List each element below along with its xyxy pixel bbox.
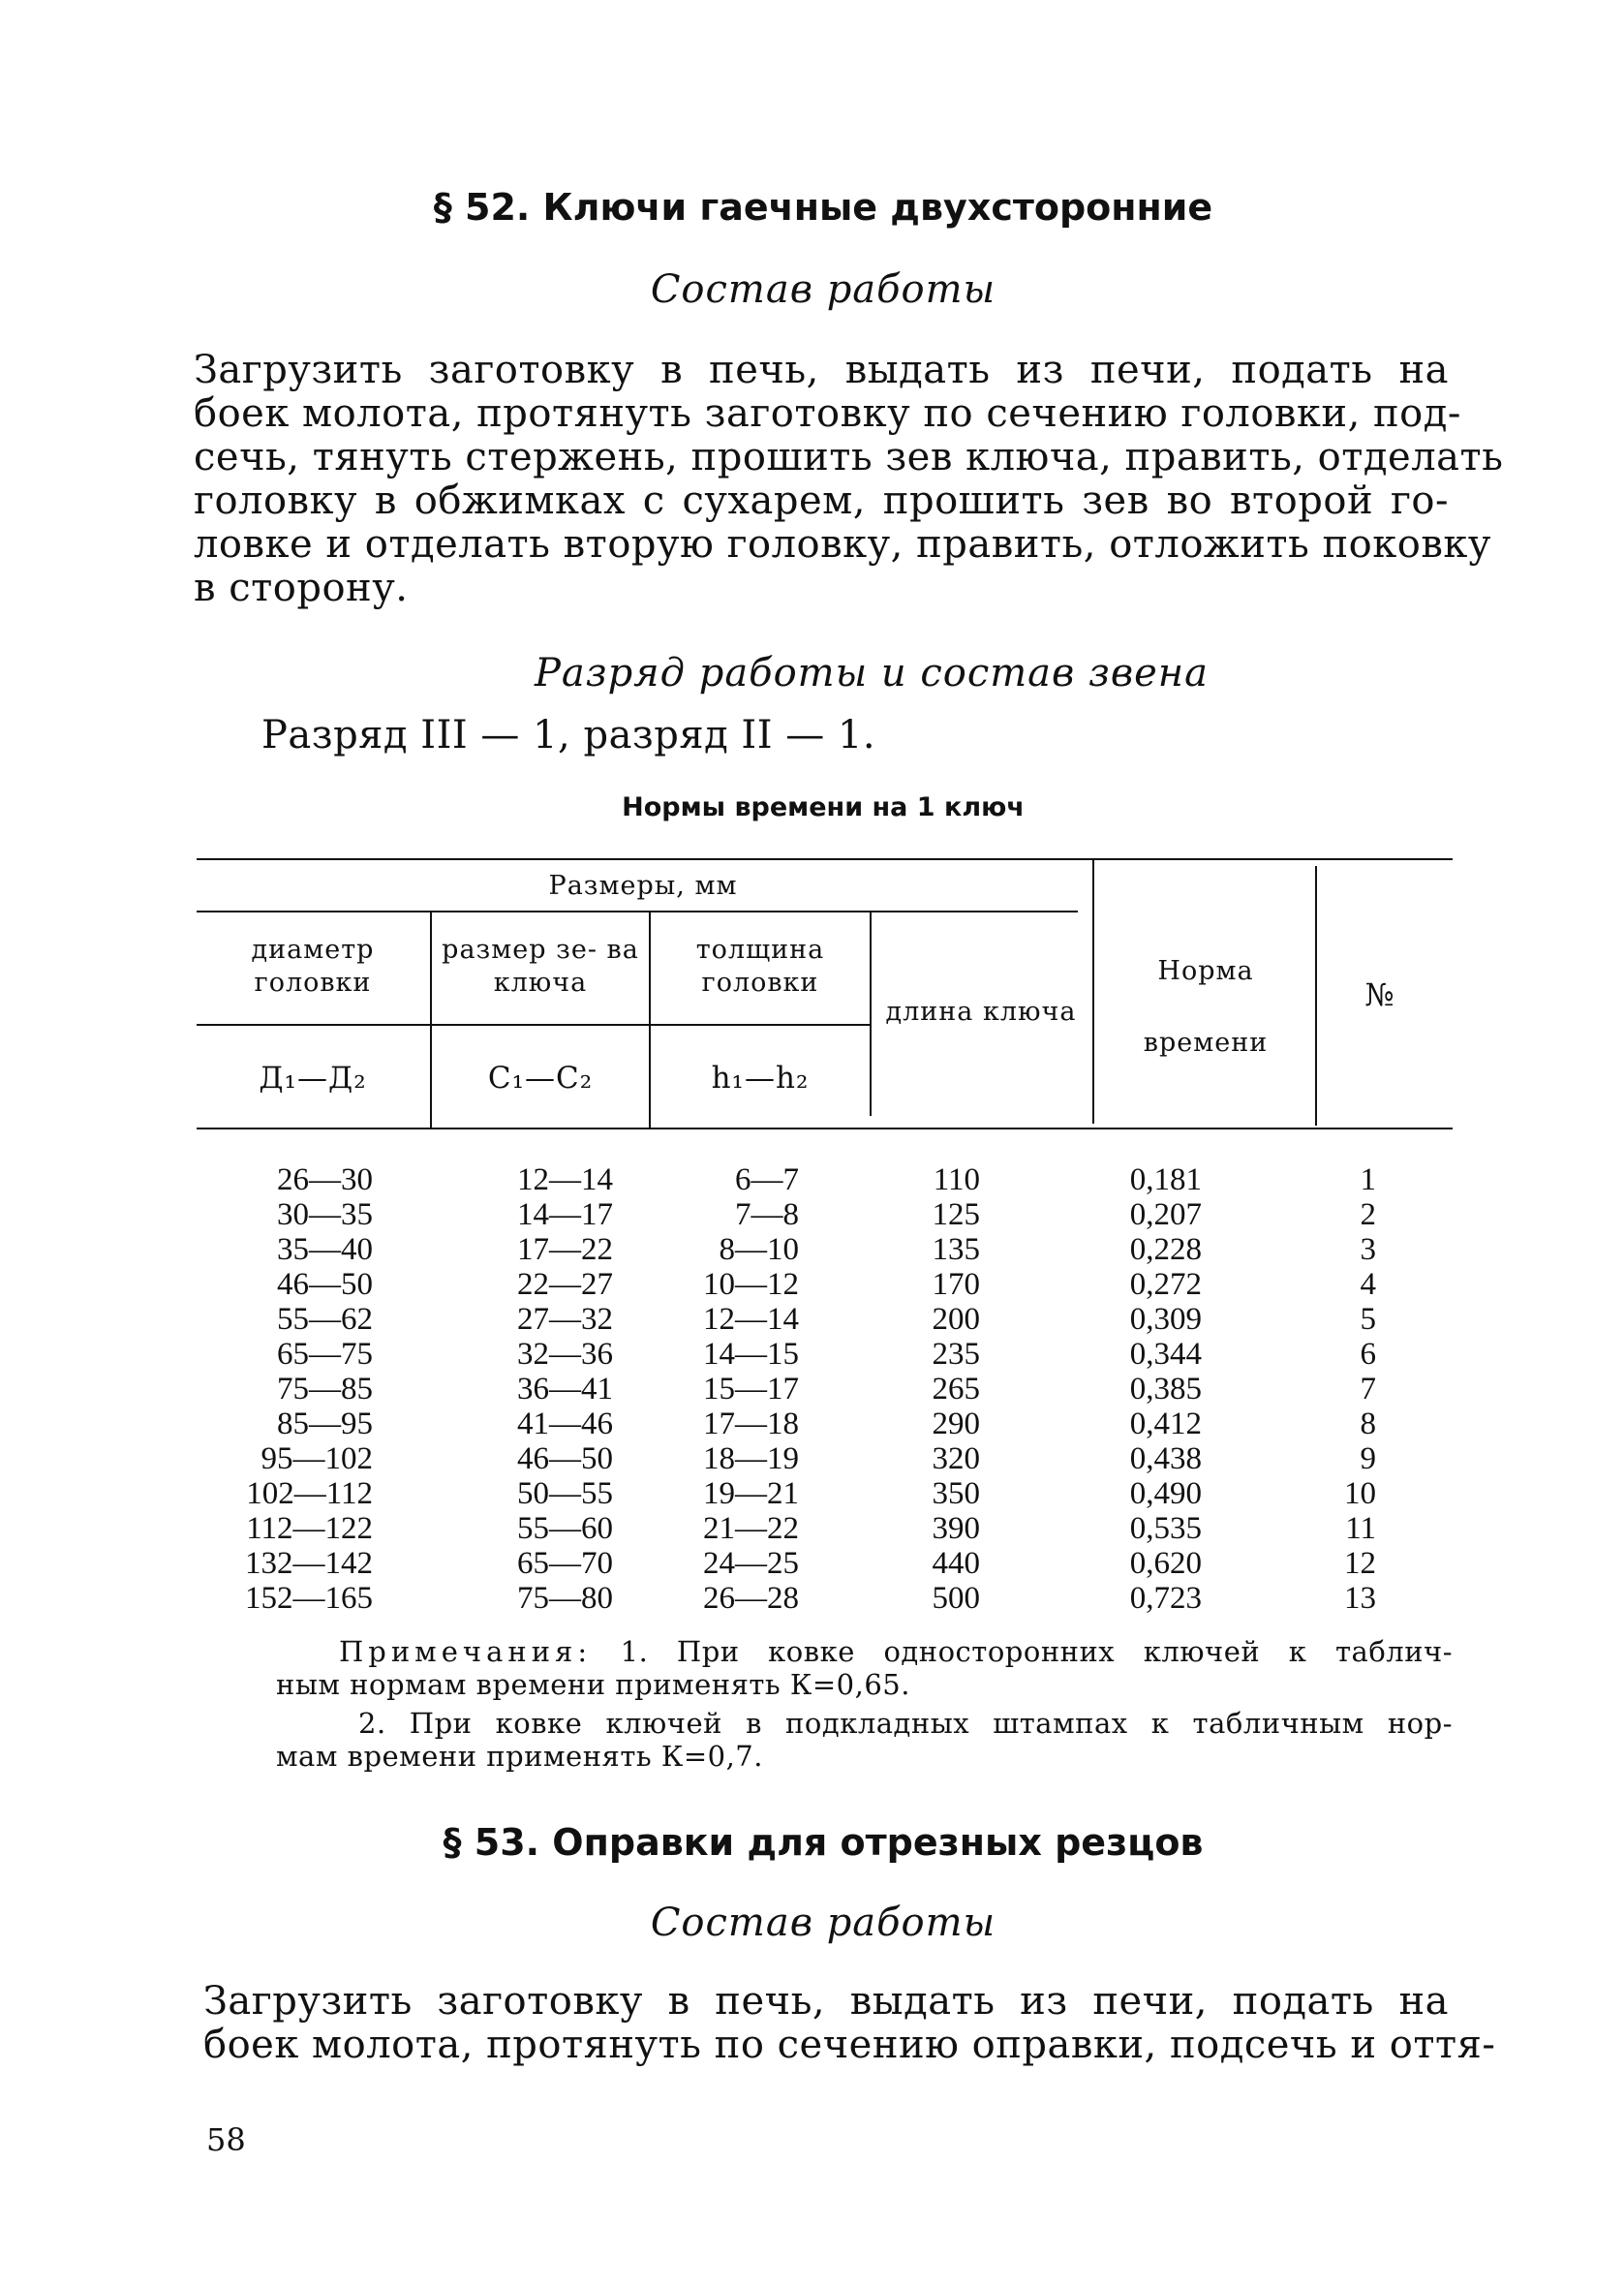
- cell-jaw: 12—14: [517, 1161, 613, 1197]
- table-row: [194, 1162, 1453, 1197]
- cell-number: 6: [1360, 1336, 1376, 1372]
- cell-norm: 0,309: [1129, 1301, 1202, 1337]
- symbol-diameter: Д₁—Д₂: [259, 1061, 367, 1096]
- col-header-norm: Норма времени: [1143, 956, 1269, 1058]
- section-52-work-text: [194, 348, 1504, 610]
- cell-length: 290: [932, 1406, 980, 1441]
- col-header-length: длина ключа: [885, 997, 1077, 1027]
- note-1-text: 1. При ковке односторонних ключей к таблич-: [592, 1635, 1453, 1668]
- grade-text: Разряд III — 1, разряд II — 1.: [261, 713, 876, 758]
- cell-thickness: 15—17: [703, 1371, 799, 1407]
- cell-length: 110: [933, 1161, 980, 1197]
- cell-jaw: 75—80: [517, 1580, 613, 1616]
- cell-norm: 0,344: [1129, 1336, 1202, 1372]
- text-line: боек молота, протянуть по сечению оправки, подсечь и оття-: [203, 2023, 1496, 2067]
- cell-norm: 0,181: [1129, 1161, 1202, 1197]
- cell-diameter: 85—95: [277, 1406, 373, 1441]
- cell-number: 5: [1360, 1301, 1376, 1337]
- table-row: [194, 1546, 1453, 1581]
- section-53-work-text: [203, 1979, 1496, 2067]
- cell-number: 12: [1344, 1545, 1376, 1581]
- note-2-cont: [276, 1740, 1453, 1773]
- note-1-line-2: ным нормам времени применять К=0,65.: [276, 1668, 910, 1701]
- cell-diameter: 75—85: [277, 1371, 373, 1407]
- cell-number: 4: [1360, 1266, 1376, 1302]
- text-line: сечь, тянуть стержень, прошить зев ключа, править, отделать: [194, 435, 1504, 479]
- table-rule: [1315, 866, 1317, 1126]
- table-row: [194, 1197, 1453, 1232]
- cell-length: 135: [932, 1231, 980, 1267]
- cell-length: 170: [932, 1266, 980, 1302]
- table-header-bottom-rule: [197, 1128, 1453, 1129]
- cell-norm: 0,412: [1129, 1406, 1202, 1441]
- symbol-jaw: С₁—С₂: [487, 1061, 594, 1096]
- cell-thickness: 19—21: [703, 1475, 799, 1511]
- cell-diameter: 152—165: [245, 1580, 373, 1616]
- cell-thickness: 12—14: [703, 1301, 799, 1337]
- note-2-line-1: 2. При ковке ключей в подкладных штампах к табличным нор-: [358, 1707, 1453, 1740]
- section-53-work-heading: Состав работы: [650, 1901, 996, 1945]
- cell-diameter: 132—142: [245, 1545, 373, 1581]
- cell-jaw: 55—60: [517, 1510, 613, 1546]
- cell-thickness: 10—12: [703, 1266, 799, 1302]
- cell-length: 235: [932, 1336, 980, 1372]
- cell-norm: 0,207: [1129, 1196, 1202, 1232]
- cell-thickness: 21—22: [703, 1510, 799, 1546]
- cell-length: 265: [932, 1371, 980, 1407]
- cell-diameter: 26—30: [277, 1161, 373, 1197]
- col-header-thickness: толщина головки: [695, 935, 825, 998]
- table-row: [194, 1407, 1453, 1441]
- cell-length: 500: [932, 1580, 980, 1616]
- text-line: головку в обжимках с сухарем, прошить зев во второй го-: [194, 479, 1449, 523]
- grade-heading: Разряд работы и состав звена: [534, 651, 1209, 696]
- note-2-line-2: мам времени применять К=0,7.: [276, 1740, 763, 1773]
- notes-block: [339, 1635, 1453, 1668]
- cell-length: 440: [932, 1545, 980, 1581]
- cell-norm: 0,228: [1129, 1231, 1202, 1267]
- cell-thickness: 8—10: [719, 1231, 799, 1267]
- cell-number: 8: [1360, 1406, 1376, 1441]
- cell-thickness: 7—8: [735, 1196, 799, 1232]
- cell-diameter: 55—62: [277, 1301, 373, 1337]
- cell-thickness: 18—19: [703, 1440, 799, 1476]
- text-line: в сторону.: [194, 566, 409, 610]
- group-header-sizes: Размеры, мм: [548, 871, 738, 901]
- cell-diameter: 46—50: [277, 1266, 373, 1302]
- table-row: [194, 1302, 1453, 1337]
- table-row: [194, 1267, 1453, 1302]
- cell-jaw: 27—32: [517, 1301, 613, 1337]
- section-52-work-heading: Состав работы: [650, 267, 996, 312]
- cell-number: 1: [1360, 1161, 1376, 1197]
- cell-norm: 0,272: [1129, 1266, 1202, 1302]
- cell-norm: 0,490: [1129, 1475, 1202, 1511]
- cell-length: 390: [932, 1510, 980, 1546]
- table-row: [194, 1372, 1453, 1407]
- notes-label: Примечания:: [339, 1635, 593, 1668]
- table-rule: [870, 911, 872, 1116]
- table-row: [194, 1476, 1453, 1511]
- cell-thickness: 17—18: [703, 1406, 799, 1441]
- note-2: [358, 1707, 1453, 1740]
- table-row: [194, 1511, 1453, 1546]
- table-body: [194, 1162, 1453, 1616]
- cell-diameter: 65—75: [277, 1336, 373, 1372]
- cell-number: 7: [1360, 1371, 1376, 1407]
- cell-length: 125: [932, 1196, 980, 1232]
- table-row: [194, 1581, 1453, 1616]
- cell-number: 3: [1360, 1231, 1376, 1267]
- table-rule: [197, 911, 1078, 912]
- cell-thickness: 14—15: [703, 1336, 799, 1372]
- table-top-rule: [197, 858, 1453, 860]
- cell-norm: 0,385: [1129, 1371, 1202, 1407]
- cell-thickness: 6—7: [735, 1161, 799, 1197]
- text-line: Загрузить заготовку в печь, выдать из печи, подать на: [203, 1979, 1449, 2024]
- notes-block-cont: [276, 1668, 1453, 1701]
- col-header-diameter: диаметр головки: [251, 935, 375, 998]
- cell-jaw: 50—55: [517, 1475, 613, 1511]
- cell-jaw: 46—50: [517, 1440, 613, 1476]
- cell-length: 200: [932, 1301, 980, 1337]
- table-row: [194, 1232, 1453, 1267]
- cell-jaw: 32—36: [517, 1336, 613, 1372]
- text-line: боек молота, протянуть заготовку по сечению головки, под-: [194, 391, 1461, 436]
- section-52-title: § 52. Ключи гаечные двухсторонние: [433, 186, 1213, 229]
- section-53-title: § 53. Оправки для отрезных резцов: [443, 1821, 1204, 1864]
- cell-jaw: 14—17: [517, 1196, 613, 1232]
- cell-diameter: 102—112: [246, 1475, 373, 1511]
- table-rule: [1092, 860, 1094, 1124]
- table-rule: [197, 1024, 871, 1026]
- cell-jaw: 17—22: [517, 1231, 613, 1267]
- text-line: ловке и отделать вторую головку, править, отложить поковку: [194, 522, 1491, 567]
- cell-norm: 0,620: [1129, 1545, 1202, 1581]
- table-title: Нормы времени на 1 ключ: [622, 792, 1025, 822]
- cell-number: 11: [1345, 1510, 1376, 1546]
- table-rule: [649, 911, 651, 1128]
- cell-length: 320: [932, 1440, 980, 1476]
- cell-number: 9: [1360, 1440, 1376, 1476]
- cell-number: 10: [1344, 1475, 1376, 1511]
- text-line: Загрузить заготовку в печь, выдать из печи, подать на: [194, 348, 1449, 392]
- page-number: 58: [206, 2121, 246, 2158]
- cell-jaw: 22—27: [517, 1266, 613, 1302]
- col-header-number: №: [1364, 976, 1395, 1013]
- cell-jaw: 36—41: [517, 1371, 613, 1407]
- table-row: [194, 1441, 1453, 1476]
- symbol-thickness: h₁—h₂: [711, 1061, 810, 1096]
- cell-length: 350: [932, 1475, 980, 1511]
- cell-jaw: 65—70: [517, 1545, 613, 1581]
- col-header-jaw: размер зе- ва ключа: [442, 935, 639, 998]
- cell-diameter: 112—122: [246, 1510, 373, 1546]
- table-rule: [430, 911, 432, 1128]
- cell-diameter: 35—40: [277, 1231, 373, 1267]
- cell-norm: 0,723: [1129, 1580, 1202, 1616]
- cell-norm: 0,535: [1129, 1510, 1202, 1546]
- cell-norm: 0,438: [1129, 1440, 1202, 1476]
- cell-jaw: 41—46: [517, 1406, 613, 1441]
- table-row: [194, 1337, 1453, 1372]
- cell-thickness: 24—25: [703, 1545, 799, 1581]
- cell-diameter: 30—35: [277, 1196, 373, 1232]
- cell-diameter: 95—102: [260, 1440, 373, 1476]
- cell-number: 13: [1344, 1580, 1376, 1616]
- note-1-line: [339, 1635, 1453, 1668]
- cell-number: 2: [1360, 1196, 1376, 1232]
- cell-thickness: 26—28: [703, 1580, 799, 1616]
